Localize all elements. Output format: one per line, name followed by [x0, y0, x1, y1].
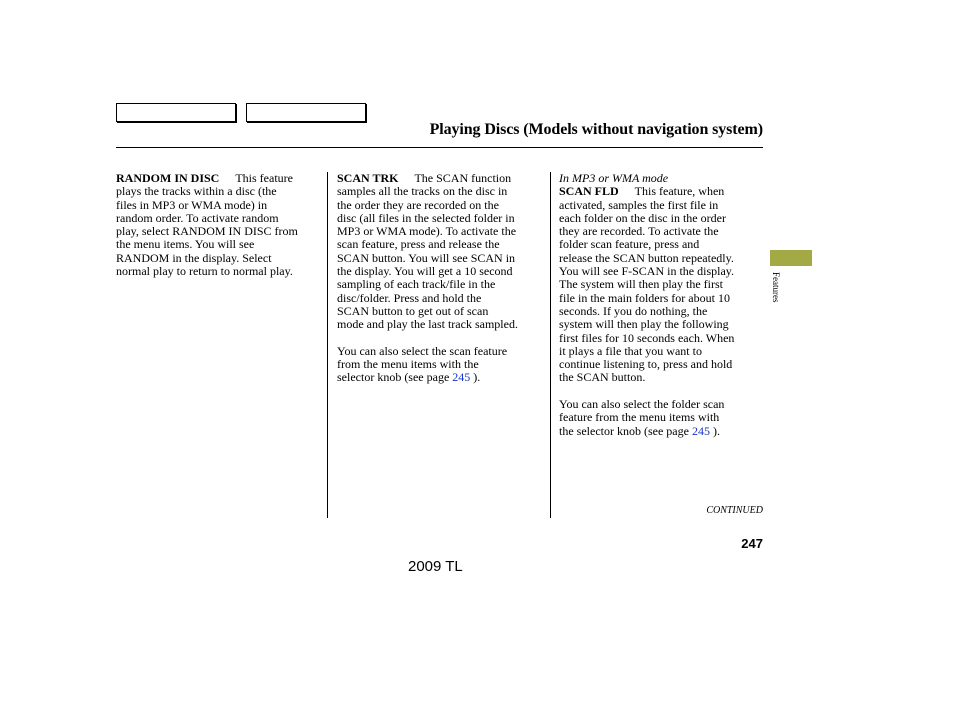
- paragraph-line: [116, 172, 322, 185]
- continued-label: CONTINUED: [706, 505, 763, 516]
- paragraph-line: [559, 185, 761, 198]
- paragraph-line: the display. You will get a 10 second: [337, 264, 513, 279]
- paragraph-line: normal play to return to normal play.: [116, 264, 293, 279]
- paragraph-line: system will then play the following: [559, 317, 729, 332]
- paragraph-line: from the menu items with the: [337, 357, 479, 372]
- section-tab: [770, 250, 812, 266]
- section-label: Features: [771, 272, 781, 303]
- paragraph-line: [559, 425, 761, 438]
- paragraph-line: scan feature, press and release the: [337, 237, 500, 252]
- paragraph-line: [337, 172, 545, 185]
- paragraph-text: ).: [473, 370, 481, 385]
- page-link-245[interactable]: 245: [691, 423, 710, 438]
- column-random-in-disc: [116, 172, 322, 278]
- paragraph-line: release the SCAN button repeatedly.: [559, 250, 734, 265]
- column-scan-trk: [337, 172, 545, 385]
- paragraph-line: SCAN button. You will see SCAN in: [337, 250, 516, 265]
- paragraph-line: play, select RANDOM IN DISC from: [116, 224, 298, 239]
- paragraph-line: the menu items. You will see: [116, 237, 255, 252]
- column-divider: [327, 172, 328, 518]
- paragraph-line: You can also select the scan feature: [337, 343, 508, 358]
- page-number: 247: [741, 536, 763, 551]
- paragraph-text: the selector knob (see page: [559, 423, 689, 438]
- model-footer: 2009 TL: [408, 558, 463, 575]
- heading-scan-fld: SCAN FLD: [559, 184, 619, 199]
- page-title: Playing Discs (Models without navigation system): [429, 121, 763, 138]
- paragraph-line: the order they are recorded on the: [337, 197, 499, 212]
- mode-note: In MP3 or WMA mode: [559, 171, 669, 185]
- paragraph-line: The SCAN function: [414, 171, 512, 185]
- paragraph-line: SCAN button to get out of scan: [337, 303, 489, 318]
- paragraph-text: selector knob (see page: [337, 370, 450, 385]
- paragraph-line: activated, samples the first file in: [559, 197, 719, 212]
- nav-button-previous[interactable]: [116, 103, 236, 122]
- paragraph-line: You will see F-SCAN in the display.: [559, 264, 735, 279]
- paragraph-line: file in the main folders for about 10: [559, 290, 730, 305]
- column-divider: [550, 172, 551, 518]
- column-scan-fld: [559, 172, 761, 438]
- paragraph-line: sampling of each track/file in the: [337, 277, 496, 292]
- title-divider: [116, 147, 763, 148]
- paragraph-line: seconds. If you do nothing, the: [559, 303, 708, 318]
- paragraph-line: This feature, when: [634, 184, 725, 199]
- paragraph-line: MP3 or WMA mode). To activate the: [337, 224, 517, 239]
- paragraph-line: [337, 371, 545, 384]
- paragraph-line: feature from the menu items with: [559, 410, 720, 425]
- page-link-245[interactable]: 245: [452, 370, 471, 385]
- paragraph-line: folder scan feature, press and: [559, 237, 700, 252]
- paragraph-line: they are recorded. To activate the: [559, 224, 719, 239]
- heading-scan-trk: SCAN TRK: [337, 171, 399, 185]
- paragraph-line: RANDOM in the display. Select: [116, 250, 272, 265]
- paragraph-text: ).: [712, 423, 720, 438]
- paragraph-line: This feature: [235, 171, 293, 185]
- paragraph-line: mode and play the last track sampled.: [337, 317, 518, 332]
- paragraph-line: You can also select the folder scan: [559, 397, 725, 412]
- paragraph-line: plays the tracks within a disc (the: [116, 184, 277, 199]
- paragraph-line: it plays a file that you want to: [559, 343, 702, 358]
- paragraph-line: The system will then play the first: [559, 277, 723, 292]
- heading-random-in-disc: RANDOM IN DISC: [116, 171, 220, 185]
- paragraph-line: each folder on the disc in the order: [559, 210, 726, 225]
- paragraph-line: the SCAN button.: [559, 370, 646, 385]
- paragraph-line: first files for 10 seconds each. When: [559, 330, 735, 345]
- paragraph-line: random order. To activate random: [116, 210, 279, 225]
- paragraph-line: continue listening to, press and hold: [559, 357, 733, 372]
- paragraph-line: disc (all files in the selected folder in: [337, 210, 515, 225]
- nav-button-next[interactable]: [246, 103, 366, 122]
- paragraph-line: disc/folder. Press and hold the: [337, 290, 482, 305]
- paragraph-line: samples all the tracks on the disc in: [337, 184, 508, 199]
- paragraph-line: files in MP3 or WMA mode) in: [116, 197, 268, 212]
